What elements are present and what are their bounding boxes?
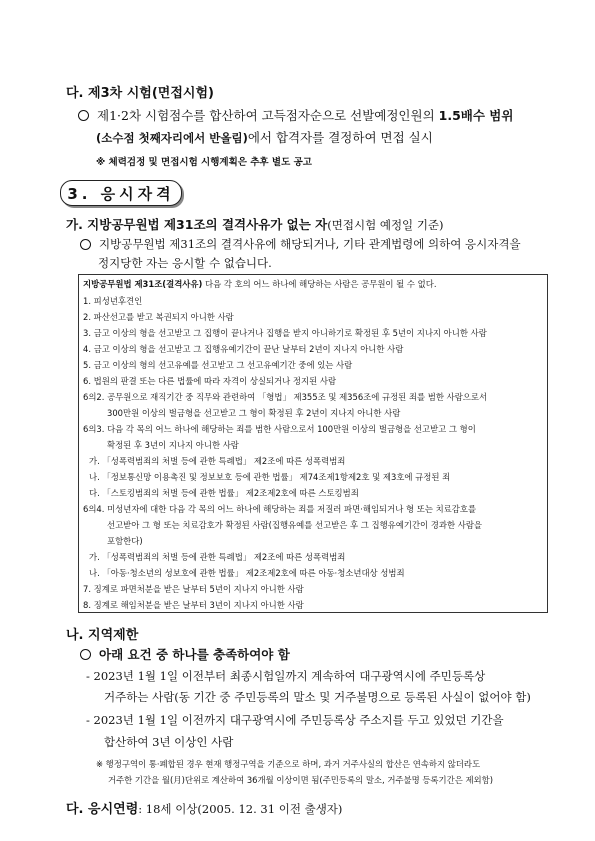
qualification-ga-title-suffix: (면접시험 예정일 기준) bbox=[327, 218, 444, 232]
hollow-circle-icon bbox=[80, 239, 91, 250]
region-note-line1: ※ 행정구역이 통·폐합된 경우 현재 행정구역을 기준으로 하며, 과거 거주사실의 합산은 연속하지 않더라도 bbox=[96, 759, 481, 769]
table-row: 나. 「정보통신망 이용촉진 및 정보보호 등에 관한 법률」 제74조제1항제2호 및 제3호에 규정된 죄 bbox=[89, 472, 451, 482]
table-row: 6. 법원의 판결 또는 다른 법률에 따라 자격이 상실되거나 정지된 사람 bbox=[83, 376, 337, 386]
qualification-ga-text-1: 지방공무원법 제31조의 결격사유에 해당되거나, 기타 관계법령에 의하여 응시자격을 bbox=[99, 237, 521, 251]
exam-3-text-2: 에서 합격자를 결정하여 면접 실시 bbox=[247, 130, 433, 145]
hollow-circle-icon bbox=[80, 649, 91, 660]
region-item2-line2: 합산하여 3년 이상인 사람 bbox=[104, 735, 234, 749]
table-header bbox=[83, 277, 544, 291]
table-row: 6의2. 공무원으로 재직기간 중 직무와 관련하여 「형법」 제355조 및 제356조에 규정된 죄를 범한 사람으로서 bbox=[83, 392, 488, 402]
qualification-ga-bullet-line2: 정지당한 자는 응시할 수 없습니다. bbox=[98, 256, 272, 270]
region-limit-bullet bbox=[80, 645, 290, 663]
table-row: 2. 파산선고를 받고 복권되지 아니한 사람 bbox=[83, 312, 234, 322]
table-row: 8. 징계로 해임처분을 받은 날부터 3년이 지나지 아니한 사람 bbox=[83, 600, 304, 610]
region-limit-title: 나. 지역제한 bbox=[66, 628, 139, 643]
exam-3-note: ※ 체력검정 및 면접시험 시행계획은 추후 별도 공고 bbox=[96, 157, 312, 168]
age-title: 다. 응시연령 bbox=[66, 802, 139, 817]
table-row: 가. 「성폭력범죄의 처벌 등에 관한 특례법」 제2조에 따른 성폭력범죄 bbox=[89, 456, 346, 466]
table-header-text: 다음 각 호의 어느 하나에 해당하는 사람은 공무원이 될 수 없다. bbox=[202, 279, 437, 289]
region-limit-bullet-text: 아래 요건 중 하나를 충족하여야 함 bbox=[99, 647, 290, 662]
table-row: 5. 금고 이상의 형의 선고유예를 선고받고 그 선고유예기간 중에 있는 사람 bbox=[83, 360, 353, 370]
disqualification-table bbox=[78, 274, 548, 613]
exam-3-bullet-line1 bbox=[78, 106, 513, 126]
table-row: 6의3. 다음 각 목의 어느 하나에 해당하는 죄를 범한 사람으로서 100만원 이상의 벌금형을 선고받고 그 형이 bbox=[83, 424, 476, 434]
table-row: 6의4. 미성년자에 대한 다음 각 목의 어느 하나에 해당하는 죄를 저질러 파면·해임되거나 형 또는 치료감호를 bbox=[83, 504, 477, 514]
exam-3-bullet-line2 bbox=[96, 128, 433, 148]
table-row: 확정된 후 3년이 지나지 아니한 사람 bbox=[107, 440, 239, 450]
region-note-line2: 거주한 기간을 월(月)단위로 계산하여 36개월 이상이면 됨(주민등록의 말소, 거주불명 등록기간은 제외함) bbox=[108, 775, 493, 785]
table-row: 300만원 이상의 벌금형을 선고받고 그 형이 확정된 후 2년이 지나지 아니한 사람 bbox=[107, 408, 401, 418]
table-header-title: 지방공무원법 제31조(결격사유) bbox=[83, 279, 203, 289]
table-row: 3. 금고 이상의 형을 선고받고 그 집행이 끝나거나 집행을 받지 아니하기로 확정된 후 5년이 지나지 아니한 사람 bbox=[83, 328, 487, 338]
table-row: 가. 「성폭력범죄의 처벌 등에 관한 특례법」 제2조에 따른 성폭력범죄 bbox=[89, 552, 346, 562]
hollow-circle-icon bbox=[78, 110, 89, 121]
table-row: 1. 피성년후견인 bbox=[83, 296, 143, 306]
exam-3-rounding-note: (소수점 첫째자리에서 반올림) bbox=[96, 131, 248, 145]
section-3-label: 3. 응시자격 bbox=[67, 184, 175, 203]
table-row: 포함한다) bbox=[107, 536, 143, 546]
age-requirement bbox=[66, 798, 342, 817]
region-item2-line1: - 2023년 1월 1일 이전까지 대구광역시에 주민등록상 주소지를 두고 있었던 기간을 bbox=[86, 713, 504, 727]
exam-3-title: 다. 제3차 시험(면접시험) bbox=[66, 86, 214, 101]
qualification-ga-title bbox=[66, 214, 444, 233]
section-3-header bbox=[60, 180, 182, 206]
table-row: 선고받아 그 형 또는 치료감호가 확정된 사람(집행유예를 선고받은 후 그 집행유예기간이 경과한 사람을 bbox=[107, 520, 483, 530]
table-row: 나. 「아동·청소년의 성보호에 관한 법률」 제2조제2호에 따른 아동·청소년대상 성범죄 bbox=[89, 568, 405, 578]
table-row: 다. 「스토킹범죄의 처벌 등에 관한 법률」 제2조제2호에 따른 스토킹범죄 bbox=[89, 488, 359, 498]
qualification-ga-title-bold: 가. 지방공무원법 제31조의 결격사유가 없는 자 bbox=[66, 217, 328, 232]
region-item1-line2: 거주하는 사람(동 기간 중 주민등록의 말소 및 거주불명으로 등록된 사실이 없어야 함) bbox=[104, 690, 531, 704]
region-item1-line1: - 2023년 1월 1일 이전부터 최종시험일까지 계속하여 대구광역시에 주민등록상 bbox=[86, 669, 486, 683]
exam-3-highlight: 1.5배수 범위 bbox=[438, 108, 514, 123]
table-row: 4. 금고 이상의 형을 선고받고 그 집행유예기간이 끝난 날부터 2년이 지나지 아니한 사람 bbox=[83, 344, 404, 354]
exam-3-text: 제1·2차 시험점수를 합산하여 고득점자순으로 선발예정인원의 bbox=[97, 108, 439, 123]
age-value: : 18세 이상(2005. 12. 31 이전 출생자) bbox=[138, 802, 343, 816]
qualification-ga-bullet-line1 bbox=[80, 234, 521, 254]
table-row: 7. 징계로 파면처분을 받은 날부터 5년이 지나지 아니한 사람 bbox=[83, 584, 304, 594]
